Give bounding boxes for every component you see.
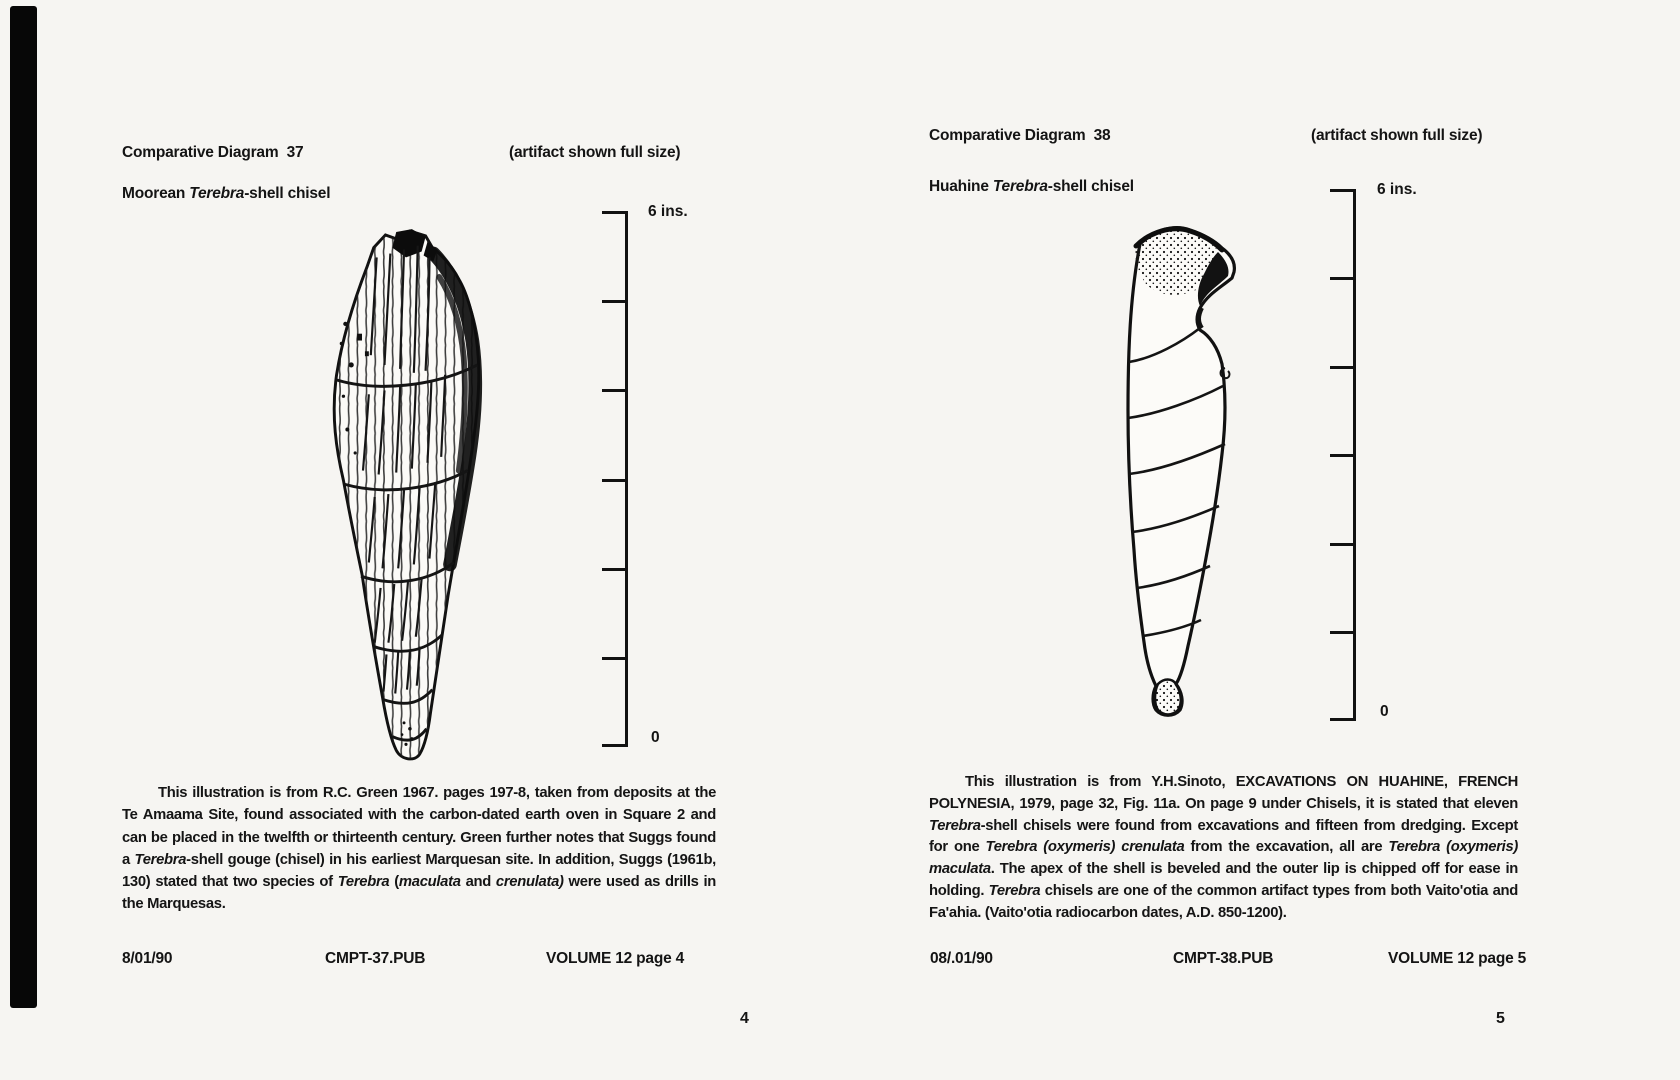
scale-bottom-label-right: 0 [1380,703,1389,720]
scale-tick [1330,543,1354,546]
text-run: ( [389,874,399,891]
text-run: Moorean [122,185,190,202]
scale-tick [602,657,626,660]
size-note-left: (artifact shown full size) [509,144,681,161]
text-run-italic: Terebra [337,874,390,891]
text-run: were used as drills in the Marquesas. [122,874,717,913]
text-run: -shell chisels were found from excavations and fifteen from dredging. Except for one [929,817,1518,856]
footer-volume-left: VOLUME 12 page 4 [546,950,685,967]
footer-file-left: CMPT-37.PUB [325,950,426,967]
scale-tick [602,479,626,482]
scale-tick [1330,366,1354,369]
shell-body [1128,228,1234,716]
text-run: from the excavation, all are [1184,839,1389,856]
species-name-italic: Terebra [189,185,245,202]
text-run: -shell chisel [1047,178,1134,195]
scale-bar-right [1327,189,1356,721]
shell-illustration-moorean [318,222,494,770]
text-run: This illustration is from R.C. Green 1967. pages 197-8, taken from deposits at the Te Amaama Site, found associated with the carbon-dated earth oven in Square 2 and can be placed in the twelfth or thirteenth century. Green further notes that Suggs found a [122,785,716,868]
shell-illustration-huahine [1106,222,1246,718]
text-run: -shell chisel [244,185,331,202]
scale-tick [1330,277,1354,280]
diagram-label-left: Comparative Diagram 37 [122,144,304,161]
caption-paragraph-right [929,772,1518,925]
figure-title-right [929,177,1134,197]
scale-tick [602,211,626,214]
scale-tick [602,300,626,303]
size-note-right: (artifact shown full size) [1311,127,1483,144]
text-run-italic: Terebra (oxymeris) crenulata [985,839,1185,856]
scale-top-label-right: 6 ins. [1377,181,1417,198]
diagram-label-right: Comparative Diagram 38 [929,127,1111,144]
caption-paragraph-left [122,782,716,916]
scale-tick [602,568,626,571]
shell-body [334,229,479,759]
text-run-italic: maculata [398,874,461,891]
text-run-italic: crenulata) [495,874,564,891]
scale-tick [1330,631,1354,634]
text-run: -shell gouge (chisel) in his earliest Marquesan site. In addition, Suggs (1961b, 130) stated that two species of [122,851,716,891]
text-run-italic: Terebra [134,851,187,868]
scale-tick [1330,189,1354,192]
figure-title-left [122,184,330,204]
photocopy-edge-bar [10,6,37,1008]
text-run-italic: Terebra [929,817,981,834]
text-run-italic: Terebra (oxymeris) maculata [929,839,1519,878]
footer-volume-right: VOLUME 12 page 5 [1388,950,1527,967]
page-number-left: 4 [740,1010,749,1027]
scale-bar-left [599,211,628,747]
text-run: This illustration is from Y.H.Sinoto, EXCAVATIONS ON HUAHINE, FRENCH POLYNESIA, 1979, page 32, Fig. 11a. On page 9 under Chisels, it is stated that eleven [929,774,1518,812]
scale-tick [1330,718,1354,721]
scale-top-label-left: 6 ins. [648,203,688,220]
text-run: chisels are one of the common artifact types from both Vaito'otia and Fa'ahia. (Vaito'otia radiocarbon dates, A.D. 850-1200). [929,882,1519,921]
scale-tick [1330,454,1354,457]
text-run: Huahine [929,178,993,195]
text-run-italic: Terebra [988,882,1041,899]
text-run: and [460,874,496,891]
species-name-italic: Terebra [992,178,1048,195]
footer-file-right: CMPT-38.PUB [1173,950,1274,967]
scale-tick [602,389,626,392]
page-number-right: 5 [1496,1010,1505,1027]
footer-date-left: 8/01/90 [122,950,173,967]
text-run: . The apex of the shell is beveled and the outer lip is chipped off for ease in holding. [929,861,1518,899]
scale-bottom-label-left: 0 [651,729,660,746]
scale-tick [602,744,626,747]
footer-date-right: 08/.01/90 [930,950,993,967]
